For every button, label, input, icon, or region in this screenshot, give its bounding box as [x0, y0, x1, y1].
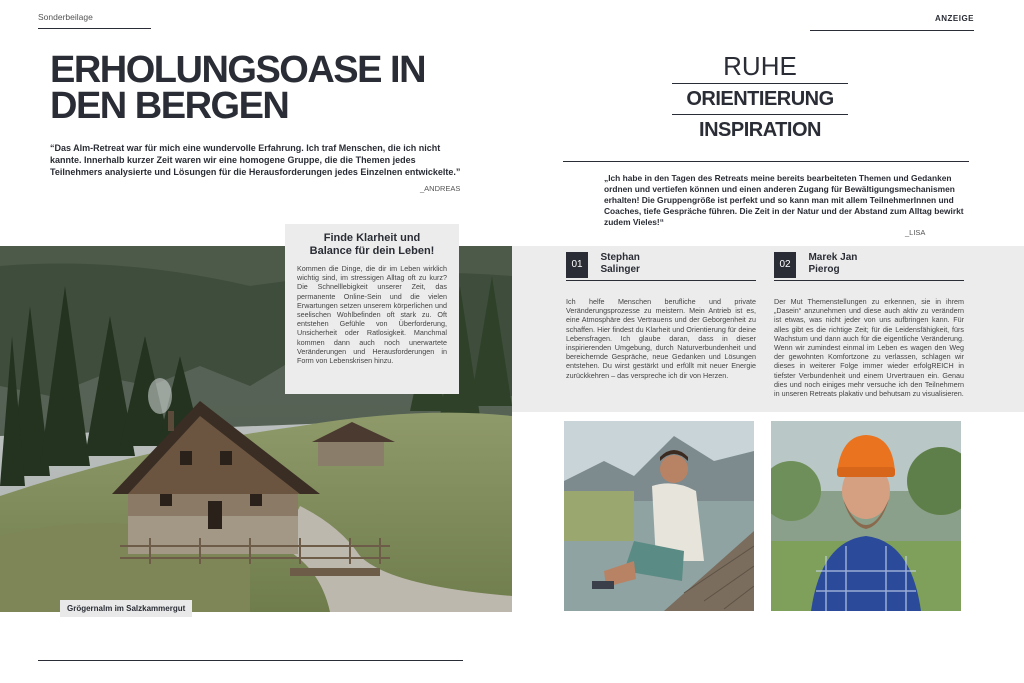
coach-last-name: Pierog [808, 264, 840, 275]
keyword-divider [672, 83, 848, 84]
coach-stephan [566, 252, 756, 380]
keyword-divider [672, 114, 848, 115]
testimonial-quote-lisa: „Ich habe in den Tagen des Retreats meine bereits bearbeiteten Themen und Gedanken ordnen und vertiefen können und einen anderen Zugang für Bewältigungsmechanismen erhalten! Die Gruppengröße ist perfekt und so kann man mit allem TeilnehmerInnen und Coaches, tiefe Gespräche führen. Die Zeit in der Natur und der Abstand zum Alltag bewirkt zudem Vieles!“ [604, 173, 964, 227]
keyword-inspiration: INSPIRATION [699, 119, 821, 141]
title-line-1: ERHOLUNGSOASE IN [50, 49, 426, 91]
info-box-title-line-1: Finde Klarheit und [323, 232, 421, 244]
coach-bio: Ich helfe Menschen berufliche und private Veränderungsprozesse zu meistern. Mein Antrieb ist es, eine Atmosphäre des Vertrauens und der Geborgenheit zu schaffen. Hier findest du Klarheit und Orientierung für deine Lebensfragen. Ich glaube daran, dass in dieser inspirierenden Umgebung, durch Naturverbundenheit und bereichernde Gespräche, neue Gedanken und Lösungen entstehen. Du wirst gestärkt und erfüllt mit neuer Energie zurückkehren – das verspreche ich dir von Herzen. [566, 297, 756, 380]
coach-bio: Der Mut Themenstellungen zu erkennen, sie in ihrem „Dasein“ anzunehmen und diese auch aktiv zu verändern ist etwas, was nicht jeder von uns aufbringen kann. Für alles gibt es die richtige Zeit; für die Leidensfähigkeit, fürs Wachstum und dann auch für die eigentliche Veränderung. Wenn wir zumindest einmal im Leben es wagen den Weg der gewohnten Komfortzone zu verlassen, schlagen wir dieses in weiterer Folge immer wieder erfolgREICH in tiefster Verbundenheit und einem Urvertrauen ein. Genau dies und noch einiges mehr versuche ich den Teilnehmern in unseren Retreats plakativ und behutsam zu visualisieren. [774, 297, 964, 399]
footer-rule [38, 660, 463, 661]
supplement-label: Sonderbeilage [38, 12, 93, 22]
keyword-orientierung: ORIENTIERUNG [686, 88, 834, 110]
header-left-rule [38, 28, 151, 29]
testimonial-author-andreas: _ANDREAS [420, 184, 461, 193]
keyword-ruhe: RUHE [723, 51, 797, 81]
coach-first-name: Stephan [600, 252, 640, 263]
info-box-text: Kommen die Dinge, die dir im Leben wirklich wichtig sind, im stressigen Alltag oft zu kurz? Die Schnelllebigkeit unserer Zeit, das permanente Online-Sein und die vielen Erwartungen setzen unserem körperlichen und seelischen Wohlbefinden oft stark zu. Oft entstehen Gefühle von Überforderung, Unsicherheit oder Ratlosigkeit. Manchmal kommen dann auch noch unerwartete Veränderungen und Herausforderungen in Form von Lebenskrisen hinzu. [297, 264, 447, 366]
coach-number: 02 [774, 252, 796, 278]
coach-first-name: Marek Jan [808, 252, 858, 263]
coach-stephan-photo [564, 421, 754, 611]
quote-top-rule [563, 161, 969, 162]
header-right-rule [810, 30, 974, 31]
info-box-title-line-2: Balance für dein Leben! [309, 244, 435, 257]
advertisement-label: ANZEIGE [934, 14, 974, 23]
testimonial-author-lisa: _LISA [905, 228, 926, 237]
keyword-stack [660, 52, 860, 142]
testimonial-quote-andreas: “Das Alm-Retreat war für mich eine wundervolle Erfahrung. Ich traf Menschen, die ich nicht kannte. Innerhalb kurzer Zeit waren wir eine homogene Gruppe, die die Themen jedes Teilnehmers analysierte und Lösungen für die Herausforderungen jedes Einzelnen entwickelte.” [50, 143, 461, 177]
photo-caption: Grögernalm im Salzkammergut [60, 600, 192, 617]
info-box-title [297, 232, 447, 257]
coach-last-name: Salinger [600, 264, 640, 275]
title-line-2: DEN BERGEN [50, 85, 289, 127]
coach-rule [774, 280, 964, 281]
coach-marek [774, 252, 964, 398]
coach-name [808, 252, 857, 276]
coach-marek-photo [771, 421, 961, 611]
coach-number: 01 [566, 252, 588, 278]
info-box [285, 224, 459, 394]
page-title [50, 49, 450, 127]
coach-name [600, 252, 639, 276]
coach-rule [566, 280, 756, 281]
